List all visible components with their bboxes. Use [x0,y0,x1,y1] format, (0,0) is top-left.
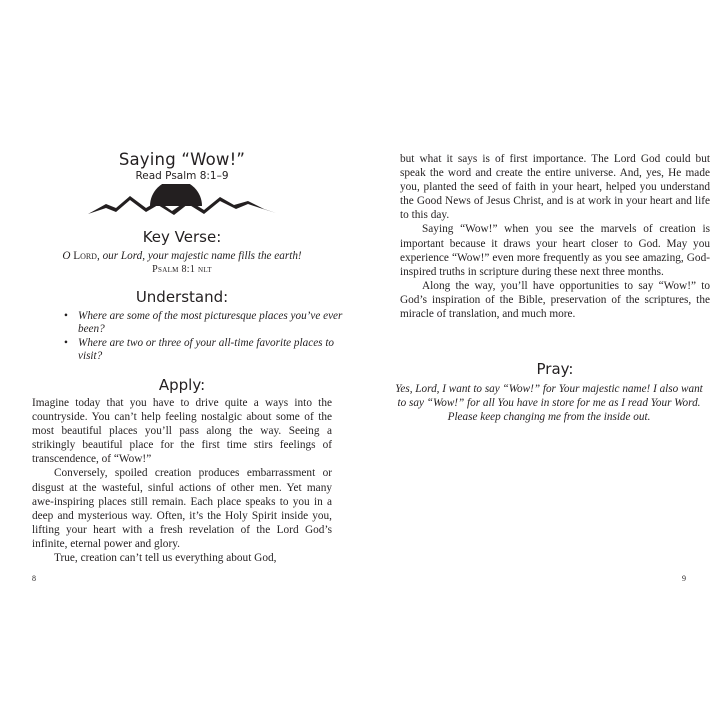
body-paragraph: Imagine today that you have to drive quite a ways into the countryside. You can’t help feeling nostalgic about some of the most beautiful places you’ll pass along the way. Seeing a strikingly beautiful place for the first time stirs feelings of transcendence, of “Wow!” [32,397,332,466]
list-item [64,310,344,337]
understand-heading: Understand: [135,288,229,306]
list-item [64,337,344,364]
key-verse-text [32,250,332,263]
page-number: 8 [32,574,36,583]
key-verse-pre: O [62,250,74,262]
prayer-text: Yes, Lord, I want to say “Wow!” for Your majestic name! I also want to say “Wow!” for all You have in store for me as I read Your Word. Please keep changing me from the inside out. [395,383,703,423]
body-paragraph: Conversely, spoiled creation produces embarrassment or disgust at the wasteful, sinful actions of other men. Yet many awe-inspiring places still remain. Each place speaks to you in a deep and mysterious way. Often, it’s the Holy Spirit inside you, lifting your heart with a fresh revelation of the Lord God’s infinite, eternal power and glory. [32,467,332,550]
scripture-reading: Read Psalm 8:1–9 [135,170,229,182]
key-verse-heading: Key Verse: [142,228,222,246]
apply-body [32,396,332,565]
understand-list [64,310,344,363]
bullet-icon: • [64,310,68,322]
body-paragraph: Saying “Wow!” when you see the marvels of creation is important because it draws your heart closer to God. May you experience “Wow!” even more frequently as you see amazing, God-inspired truths in scripture during these next three months. [400,223,710,278]
apply-heading: Apply: [158,376,206,394]
key-verse-reference: Psalm 8:1 nlt [152,264,212,275]
pray-heading: Pray: [536,360,574,378]
page-number: 9 [682,574,686,583]
understand-question: Where are two or three of your all-time favorite places to visit? [78,336,335,362]
body-paragraph: Along the way, you’ll have opportunities to say “Wow!” to God’s inspiration of the Bible, preservation of the scriptures, the miracle of translation, and much more. [400,279,710,321]
right-page [360,0,720,720]
mountain-sunrise-icon [88,184,276,220]
devotion-title: Saying “Wow!” [118,150,246,169]
body-paragraph: True, creation can’t tell us everything about God, [54,552,277,565]
body-paragraph: but what it says is of first importance. The Lord God could but speak the word and create the entire universe. And, yes, He made you, planted the seed of faith in your heart, helped you understand the Good News of Jesus Christ, and is at work in your heart and life to this day. [400,153,710,222]
key-verse-post: , our Lord, your majestic name fills the earth! [96,250,302,262]
understand-question: Where are some of the most picturesque places you’ve ever been? [78,310,343,336]
bullet-icon: • [64,336,68,349]
key-verse-lord: Lord [73,250,97,262]
continued-body [400,152,710,321]
